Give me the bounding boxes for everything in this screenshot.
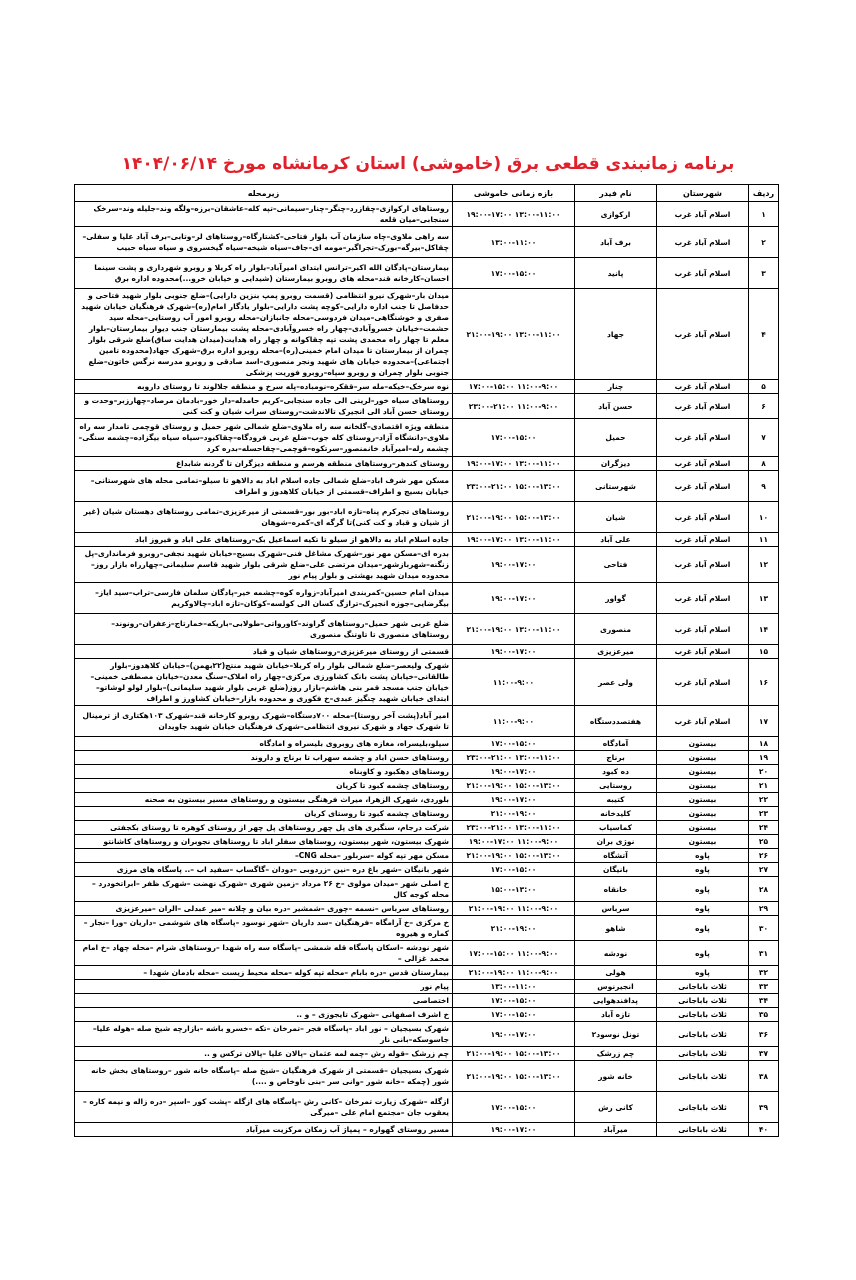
feeder-cell: شاهو: [575, 916, 657, 941]
city-cell: اسلام آباد غرب: [657, 380, 749, 394]
zones-cell: شهر نودشه –اسکان پاسگاه قله شمشی –پاسگاه سه راه شهدا –روستاهای شرام –محله چهاد –خ امام محمد غزالی –: [75, 941, 453, 966]
row-number: ۳۹: [749, 1092, 779, 1123]
outage-time-cell: ۱۳:۰۰-۱۱:۰۰: [453, 980, 575, 994]
feeder-cell: گواور: [575, 583, 657, 614]
table-row: [75, 980, 779, 994]
row-number: ۲۶: [749, 849, 779, 863]
city-cell: پاوه: [657, 902, 749, 916]
row-number: ۲۹: [749, 902, 779, 916]
row-number: ۴: [749, 289, 779, 380]
city-cell: اسلام آباد غرب: [657, 706, 749, 737]
outage-time-cell: ۲۱:۰۰-۱۹:۰۰ ۱۳:۰۰-۱۱:۰۰: [453, 289, 575, 380]
feeder-cell: انجیرنوس: [575, 980, 657, 994]
table-row: [75, 1008, 779, 1022]
page-title: برنامه زمانبندی قطعی برق (خاموشی) استان کرمانشاه مورخ ۱۴۰۴/۰۶/۱۴: [121, 154, 735, 174]
zones-cell: پیام نور: [75, 980, 453, 994]
zones-cell: میدان امام حسین–کمربندی امیرآباد–زواره کوه–چشمه خیر–پادگان سلمان فارسی–تراب–سید ایاز–بیگرضایی–جوزه انجیرک–ترازگ کسان الی کولسه–کوکان–تازه اباد–چالاوکریم: [75, 583, 453, 614]
outage-time-cell: ۱۹:۰۰-۱۷:۰۰ ۱۳:۰۰-۱۱:۰۰: [453, 533, 575, 547]
table-row: [75, 941, 779, 966]
outage-time-cell: ۱۷:۰۰-۱۵:۰۰: [453, 994, 575, 1008]
feeder-cell: تازه آباد: [575, 1008, 657, 1022]
table-row: [75, 659, 779, 706]
row-number: ۱۸: [749, 737, 779, 751]
row-number: ۲۷: [749, 863, 779, 877]
zones-cell: مسکن مهر تپه کوله –سربلور –محله CNG–: [75, 849, 453, 863]
feeder-cell: میرآباد: [575, 1123, 657, 1137]
table-row: [75, 751, 779, 765]
zones-cell: ازگله –شهرک زیارت تمرخان –کانی رش –پاسگاه های ازگله –پشت کور –اسپر –دره زاله و نیمه کاره –یعقوب جان –مجتمع امام علی –میرگی: [75, 1092, 453, 1123]
row-number: ۶: [749, 394, 779, 419]
outage-time-cell: ۲۱:۰۰-۱۹:۰۰ ۱۵:۰۰-۱۳:۰۰: [453, 1047, 575, 1061]
feeder-cell: سرباس: [575, 902, 657, 916]
city-cell: پاوه: [657, 916, 749, 941]
table-row: [75, 902, 779, 916]
table-header: [75, 185, 779, 202]
outage-time-cell: ۱۹:۰۰-۱۷:۰۰: [453, 1123, 575, 1137]
feeder-cell: آتشگاه: [575, 849, 657, 863]
row-number: ۳۲: [749, 966, 779, 980]
outage-time-cell: ۲۳:۰۰-۲۱:۰۰ ۱۳:۰۰-۱۱:۰۰: [453, 751, 575, 765]
table-row: [75, 419, 779, 457]
outage-time-cell: ۱۹:۰۰-۱۷:۰۰ ۱۳:۰۰-۱۱:۰۰: [453, 202, 575, 227]
zones-cell: بلوردی، شهرک الزهرا، میراث فرهنگی بیستون و روستاهای مسیر بیستون به صحنه: [75, 793, 453, 807]
outage-schedule-table: [74, 184, 779, 1137]
zones-cell: بیمارستان–پادگان الله اکبر–ترانس ابتدای امیرآباد–بلوار راه کربلا و روبرو شهرداری و پشت سینما احسان–کارخانه قند–محله های روبرو بیمارستان (شیدایی و خیابان خرو...)محدوده اداره برق: [75, 258, 453, 289]
header-zones: زیرمحله: [75, 185, 453, 202]
row-number: ۵: [749, 380, 779, 394]
zones-cell: روستاهای سرباس –نسمه –چوری –شمشیر –دره بیان و چلانه –میر عبدلی –الران –میرعزیزی: [75, 902, 453, 916]
table-row: [75, 258, 779, 289]
table-row: [75, 583, 779, 614]
city-cell: پاوه: [657, 966, 749, 980]
feeder-cell: برناج: [575, 751, 657, 765]
table-row: [75, 1047, 779, 1061]
row-number: ۱۵: [749, 645, 779, 659]
city-cell: بیستون: [657, 779, 749, 793]
city-cell: ثلاث باباجانی: [657, 1008, 749, 1022]
table-row: [75, 863, 779, 877]
table-row: [75, 1092, 779, 1123]
city-cell: اسلام آباد غرب: [657, 471, 749, 502]
table-row: [75, 502, 779, 533]
zones-cell: امیر آباد(پشت آخر روستا)–محله ۷۰۰دستگاه–شهرک روبرو کارخانه قند–شهرک ۱۰۳هکتاری از ترمینال تا شهرک جهاد و شهرک نیروی انتظامی–شهرک فرهنگیان خیابان شهید جاویدان: [75, 706, 453, 737]
table-row: [75, 737, 779, 751]
outage-time-cell: ۲۳:۰۰-۲۱:۰۰ ۱۵:۰۰-۱۳:۰۰: [453, 471, 575, 502]
city-cell: بیستون: [657, 835, 749, 849]
outage-time-cell: ۱۹:۰۰-۱۷:۰۰: [453, 645, 575, 659]
table-row: [75, 457, 779, 471]
feeder-cell: علی آباد: [575, 533, 657, 547]
city-cell: اسلام آباد غرب: [657, 258, 749, 289]
feeder-cell: ارکوازی: [575, 202, 657, 227]
table-row: [75, 614, 779, 645]
outage-time-cell: ۱۷:۰۰-۱۵:۰۰ ۱۱:۰۰-۹:۰۰: [453, 941, 575, 966]
row-number: ۱۹: [749, 751, 779, 765]
feeder-cell: روستایی: [575, 779, 657, 793]
table-row: [75, 916, 779, 941]
outage-time-cell: ۱۷:۰۰-۱۵:۰۰: [453, 419, 575, 457]
table-row: [75, 289, 779, 380]
zones-cell: روستای کندهر–روستاهای منطقه هرسم و منطقه دیزگران تا گردنه شابداغ: [75, 457, 453, 471]
city-cell: اسلام آباد غرب: [657, 533, 749, 547]
row-number: ۱۰: [749, 502, 779, 533]
city-cell: اسلام آباد غرب: [657, 659, 749, 706]
outage-time-cell: ۱۷:۰۰-۱۵:۰۰ ۱۱:۰۰-۹:۰۰: [453, 380, 575, 394]
table-row: [75, 533, 779, 547]
zones-cell: مسیر روستای گهواره – پمپاژ آب زمکان مرکزیت میرآباد: [75, 1123, 453, 1137]
feeder-cell: دیزگران: [575, 457, 657, 471]
city-cell: پاوه: [657, 941, 749, 966]
table-row: [75, 966, 779, 980]
table-row: [75, 380, 779, 394]
outage-time-cell: ۱۹:۰۰-۱۷:۰۰: [453, 793, 575, 807]
feeder-cell: شیان: [575, 502, 657, 533]
zones-cell: شهر بانیگان –شهر باغ دره –نین –زردوبی –دودان –گاگساب –سفید اب –.. پاسگاه های مرزی: [75, 863, 453, 877]
zones-cell: خ اصلی شهر –میدان مولوی –خ ۲۶ مرداد –زمین شهری –شهرک نهضت –شهرک ظفر –ابراتخودرد –محله کوجه کال: [75, 877, 453, 902]
outage-time-cell: ۱۹:۰۰-۱۷:۰۰: [453, 583, 575, 614]
header-city: شهرستان: [657, 185, 749, 202]
feeder-cell: ده کبود: [575, 765, 657, 779]
row-number: ۳۴: [749, 994, 779, 1008]
city-cell: اسلام آباد غرب: [657, 583, 749, 614]
feeder-cell: پانید: [575, 258, 657, 289]
row-number: ۱۱: [749, 533, 779, 547]
table-row: [75, 765, 779, 779]
zones-cell: مسکن مهر شرف اباد–ضلع شمالی جاده اسلام اباد به دالاهو تا سیلو–تمامی محله های شهرستانی–خیابان بسیج و اطراف–قسمتی از خیابان کلاهدوز و اطراف: [75, 471, 453, 502]
city-cell: اسلام آباد غرب: [657, 614, 749, 645]
city-cell: ثلاث باباجانی: [657, 1123, 749, 1137]
outage-time-cell: ۲۱:۰۰-۱۹:۰۰ ۱۳:۰۰-۱۱:۰۰: [453, 614, 575, 645]
row-number: ۱۴: [749, 614, 779, 645]
city-cell: اسلام آباد غرب: [657, 457, 749, 471]
feeder-cell: کلیدخانه: [575, 807, 657, 821]
row-number: ۳۳: [749, 980, 779, 994]
row-number: ۳۸: [749, 1061, 779, 1092]
feeder-cell: پدافندهوایی: [575, 994, 657, 1008]
feeder-cell: چم زرشک: [575, 1047, 657, 1061]
zones-cell: شهرک بیستون، شهر بیستون، روستاهای سفلر اباد تا روستاهای نجوبران و روستاهای کاشانتو: [75, 835, 453, 849]
outage-time-cell: ۱۹:۰۰-۱۷:۰۰ ۱۳:۰۰-۱۱:۰۰: [453, 457, 575, 471]
row-number: ۲۱: [749, 779, 779, 793]
outage-time-cell: ۲۱:۰۰-۱۹:۰۰ ۱۵:۰۰-۱۳:۰۰: [453, 779, 575, 793]
row-number: ۱۷: [749, 706, 779, 737]
zones-cell: خ اشرف اصفهانی –شهرک تایجوزی – و ..: [75, 1008, 453, 1022]
city-cell: بیستون: [657, 807, 749, 821]
feeder-cell: آمادگاه: [575, 737, 657, 751]
row-number: ۷: [749, 419, 779, 457]
row-number: ۹: [749, 471, 779, 502]
table-row: [75, 202, 779, 227]
zones-cell: سیلو،بلیسراه، مغازه های روبروی بلیسراه و امادگاه: [75, 737, 453, 751]
row-number: ۳۷: [749, 1047, 779, 1061]
table-row: [75, 779, 779, 793]
zones-cell: روستاهای چشمه کبود تا کریان: [75, 779, 453, 793]
feeder-cell: هفتصددستگاه: [575, 706, 657, 737]
header-row: [75, 185, 779, 202]
city-cell: اسلام آباد غرب: [657, 394, 749, 419]
table-row: [75, 835, 779, 849]
row-number: ۱۳: [749, 583, 779, 614]
feeder-cell: جهاد: [575, 289, 657, 380]
zones-cell: روستاهای چشمه کبود تا روستای کریان: [75, 807, 453, 821]
table-row: [75, 793, 779, 807]
city-cell: ثلاث باباجانی: [657, 980, 749, 994]
table-row: [75, 821, 779, 835]
row-number: ۱۲: [749, 547, 779, 583]
city-cell: پاوه: [657, 877, 749, 902]
table-row: [75, 849, 779, 863]
feeder-cell: کانی رش: [575, 1092, 657, 1123]
zones-cell: نوه سرخک–خیکه–مله سر–ققکره–نومباده–پله سرخ و منطقه جلالوند تا روستای داروبه: [75, 380, 453, 394]
zones-cell: قسمتی از روستای میرعزیزی–روستاهای شیان و قباد: [75, 645, 453, 659]
city-cell: بیستون: [657, 765, 749, 779]
city-cell: اسلام آباد غرب: [657, 289, 749, 380]
feeder-cell: هولی: [575, 966, 657, 980]
table-body: [75, 202, 779, 1137]
header-row-number: ردیف: [749, 185, 779, 202]
feeder-cell: خانه شور: [575, 1061, 657, 1092]
zones-cell: روستاهای تجرکرم پناه–تازه اباد–بور بور–قسمتی از میرعزیزی–تمامی روستاهای دهستان شیان (غیر از شیان و قباد و کت کنی)تا گرگه ای–کمره–شوهان: [75, 502, 453, 533]
row-number: ۳۰: [749, 916, 779, 941]
zones-cell: خ مرکزی –خ آرامگاه –فرهنگیان –سد داریان –شهر نوسود –پاسگاه های شوشمی –داریان –ورا –نجار –کماره و هیروه: [75, 916, 453, 941]
outage-time-cell: ۱۷:۰۰-۱۵:۰۰: [453, 258, 575, 289]
row-number: ۲۰: [749, 765, 779, 779]
zones-cell: اختصاصی: [75, 994, 453, 1008]
zones-cell: بیمارستان قدس –دره بابام –محله تپه کوله –محله محیط زیست –محله بادمان شهدا –: [75, 966, 453, 980]
outage-time-cell: ۱۹:۰۰-۱۷:۰۰: [453, 1022, 575, 1047]
row-number: ۲: [749, 227, 779, 258]
row-number: ۳۶: [749, 1022, 779, 1047]
feeder-cell: نودشه: [575, 941, 657, 966]
feeder-cell: نوژی بران: [575, 835, 657, 849]
table-row: [75, 547, 779, 583]
feeder-cell: شهرستانی: [575, 471, 657, 502]
feeder-cell: منصوری: [575, 614, 657, 645]
table-row: [75, 994, 779, 1008]
feeder-cell: فتاحی: [575, 547, 657, 583]
zones-cell: شهرک بسیجیان –قسمتی از شهرک فرهنگیان –شیخ صله –پاسگاه خانه شور –روستاهای بخش خانه شور (چمکه –خانه شور –وانی سر –بنی ناوخاص و ....): [75, 1061, 453, 1092]
city-cell: ثلاث باباجانی: [657, 994, 749, 1008]
zones-cell: شرکت درجام، سنگبری های پل چهر روستاهای پل چهر از روستای کوهره تا روستای بکجفتی: [75, 821, 453, 835]
city-cell: اسلام آباد غرب: [657, 419, 749, 457]
feeder-cell: تونل نوسود۲: [575, 1022, 657, 1047]
feeder-cell: حمیل: [575, 419, 657, 457]
feeder-cell: کماسیاب: [575, 821, 657, 835]
city-cell: ثلاث باباجانی: [657, 1061, 749, 1092]
zones-cell: روستاهای حسن اباد و چشمه سهراب تا برناج و داروند: [75, 751, 453, 765]
city-cell: اسلام آباد غرب: [657, 227, 749, 258]
feeder-cell: حسن آباد: [575, 394, 657, 419]
row-number: ۲۲: [749, 793, 779, 807]
outage-time-cell: ۱۱:۰۰-۹:۰۰: [453, 706, 575, 737]
feeder-cell: خانقاه: [575, 877, 657, 902]
table-row: [75, 1022, 779, 1047]
zones-cell: ضلع غربی شهر حمیل–روستاهای گراوند–کاورواتی–طولابی–باریکه–خمارتاج–زعفران–رونوند–روستاهای منصوری تا تاوتنگ منصوری: [75, 614, 453, 645]
row-number: ۲۳: [749, 807, 779, 821]
outage-time-cell: ۱۷:۰۰-۱۵:۰۰: [453, 1008, 575, 1022]
city-cell: پاوه: [657, 863, 749, 877]
row-number: ۲۸: [749, 877, 779, 902]
row-number: ۱۶: [749, 659, 779, 706]
table-row: [75, 645, 779, 659]
outage-time-cell: ۱۷:۰۰-۱۵:۰۰: [453, 737, 575, 751]
table-row: [75, 1123, 779, 1137]
zones-cell: روستاهای ارکوازی–چقازرد–چنگر–چنار–سیمانی–تپه کله–عاشقان–برزه–ولگه وند–جلیله وند–سرخک سنجابی–میان قلعه: [75, 202, 453, 227]
zones-cell: جاده اسلام اباد به دالاهو از سیلو تا تکیه اسماعیل بک–روستاهای علی اباد و فیروز اباد: [75, 533, 453, 547]
feeder-cell: کتیبه: [575, 793, 657, 807]
feeder-cell: میرعزیزی: [575, 645, 657, 659]
table-row: [75, 394, 779, 419]
feeder-cell: بانیگان: [575, 863, 657, 877]
row-number: ۳۵: [749, 1008, 779, 1022]
outage-time-cell: ۲۳:۰۰-۲۱:۰۰ ۱۳:۰۰-۱۱:۰۰: [453, 821, 575, 835]
city-cell: اسلام آباد غرب: [657, 645, 749, 659]
table-row: [75, 807, 779, 821]
header-feeder: نام فیدر: [575, 185, 657, 202]
city-cell: ثلاث باباجانی: [657, 1047, 749, 1061]
outage-time-cell: ۱۱:۰۰-۹:۰۰: [453, 659, 575, 706]
city-cell: ثلاث باباجانی: [657, 1022, 749, 1047]
zones-cell: روستاهای دهکبود و کاوبناه: [75, 765, 453, 779]
outage-time-cell: ۱۹:۰۰-۱۷:۰۰: [453, 547, 575, 583]
header-outage-time: بازه زمانی خاموشی: [453, 185, 575, 202]
feeder-cell: برف آباد: [575, 227, 657, 258]
outage-time-cell: ۲۱:۰۰-۱۹:۰۰ ۱۵:۰۰-۱۳:۰۰: [453, 1061, 575, 1092]
row-number: ۲۵: [749, 835, 779, 849]
outage-time-cell: ۱۷:۰۰-۱۵:۰۰: [453, 1092, 575, 1123]
zones-cell: سه راهی ملاوی–چاه سازمان آب بلوار فتاحی–کشتارگاه–روستاهای لر–وتابی–برف آباد علیا و سفلی–چقاکل–بیرگه–بورک–تجراگبر–مومه ای–جاف–سیاه شیخه–سیاه گیخسروی و سیاه سیاه حبیب: [75, 227, 453, 258]
table-row: [75, 706, 779, 737]
city-cell: پاوه: [657, 849, 749, 863]
table-row: [75, 877, 779, 902]
row-number: ۸: [749, 457, 779, 471]
outage-time-cell: ۲۱:۰۰-۱۹:۰۰: [453, 916, 575, 941]
city-cell: بیستون: [657, 793, 749, 807]
zones-cell: میدان بار–شهرک نیرو انتظامی (قسمت روبرو پمپ بنزین دارایی)–ضلع جنوبی بلوار شهید فتاحی و حدفاصل تا جنب اداره دارایی–کوچه پشت دارایی–بلوار یادگار امام(ره)–شهرک فرهنگیان خیابان شهید صفری و خوشنگاهی–میدان فردوسی–محله جانبازان–محله روبرو امور آب روستایی–محله سید حشمت–خیابان خسروآبادی–چهار راه خسروآبادی–محله پشت بیمارستان جنب دیوار بیمارستان–بلوار معلم تا چهار راه محمدی پشت تپه چقاکوانه و چهار راه هدایت(میدان هدایت ساق)ضلع شرقی بلوار چمران از بیمارستان تا میدان امام خمینی(ره)–محله روبرو اداره برق–شهرک جهاد(محدوده تامین اجتماعی)–محدوده خیابان های شهید ونجر منصوری–اسد صادقی و روبرو مدرسه نرگس خاتون–ضلع جنوبی بلوار چمران و روبرو سپاه–روبرو فوریت پزشکی: [75, 289, 453, 380]
table-row: [75, 227, 779, 258]
outage-time-cell: ۱۹:۰۰-۱۷:۰۰ ۱۱:۰۰-۹:۰۰: [453, 835, 575, 849]
outage-time-cell: ۱۹:۰۰-۱۷:۰۰: [453, 765, 575, 779]
outage-time-cell: ۲۱:۰۰-۱۹:۰۰ ۱۵:۰۰-۱۳:۰۰: [453, 502, 575, 533]
city-cell: بیستون: [657, 821, 749, 835]
zones-cell: منطقه ویژه اقتصادی–گلخانه سه راه ملاوی–ضلع شمالی شهر حمیل و روستای قوچمی تامدار سه راه ملاوی–دانشگاه آزاد–روستای کله جوب–ضلع غربی فرودگاه–چقاکبود–سیاه سیاه بیگزاده–چشمه سنگی–چشمه رله–امیرآباد خانمنصور–سرتکوه–قوچمی–چقاحسله–بدره کرد: [75, 419, 453, 457]
table-row: [75, 471, 779, 502]
outage-time-cell: ۲۳:۰۰-۲۱:۰۰ ۱۱:۰۰-۹:۰۰: [453, 394, 575, 419]
row-number: ۲۴: [749, 821, 779, 835]
city-cell: بیستون: [657, 751, 749, 765]
outage-time-cell: ۱۷:۰۰-۱۵:۰۰: [453, 863, 575, 877]
outage-time-cell: ۱۳:۰۰-۱۱:۰۰: [453, 227, 575, 258]
city-cell: ثلاث باباجانی: [657, 1092, 749, 1123]
feeder-cell: ولی عصر: [575, 659, 657, 706]
zones-cell: روستاهای سیاه خور–لرینی الی جاده سنجابی–کریم حامدله–دار خور–بادمان مرصاد–چهارزبر–وحدت و روستای حسن آباد الی انجیرک تالاندشت–روستای سراب شیان و کت کنی: [75, 394, 453, 419]
table-row: [75, 1061, 779, 1092]
outage-time-cell: ۲۱:۰۰-۱۹:۰۰ ۱۱:۰۰-۹:۰۰: [453, 902, 575, 916]
zones-cell: بدره ای–مسکن مهر نور–شهرک مشاغل فنی–شهرک بسیج–خیابان شهید نجفی–روبرو فرمانداری–پل زنگنه–شهربازشهر–میدان مرتضی علی–ضلع شرقی بلوار شهید قاسم سلیمانی–چهارراه بازار روز–محدوده میدان شهید بهشتی و بلوار پیام نور: [75, 547, 453, 583]
outage-time-cell: ۲۱:۰۰-۱۹:۰۰ ۱۱:۰۰-۹:۰۰: [453, 966, 575, 980]
outage-time-cell: ۲۱:۰۰-۱۹:۰۰: [453, 807, 575, 821]
outage-time-cell: ۱۵:۰۰-۱۳:۰۰: [453, 877, 575, 902]
city-cell: اسلام آباد غرب: [657, 547, 749, 583]
zones-cell: شهرک بسیجیان – نور اباد –پاسگاه فجر –تمرخان –تکه –خسرو باشه –بازارچه شیخ صله –هوله علیا–جاسوسکه–بانی نار: [75, 1022, 453, 1047]
city-cell: بیستون: [657, 737, 749, 751]
row-number: ۱: [749, 202, 779, 227]
outage-time-cell: ۲۱:۰۰-۱۹:۰۰ ۱۵:۰۰-۱۳:۰۰: [453, 849, 575, 863]
feeder-cell: چنار: [575, 380, 657, 394]
row-number: ۳: [749, 258, 779, 289]
city-cell: اسلام آباد غرب: [657, 502, 749, 533]
row-number: ۴۰: [749, 1123, 779, 1137]
zones-cell: شهرک ولیعصر–ضلع شمالی بلوار راه کربلا–خیابان شهید منتج(۲۲بهمن)–خیابان کلاهدوز–بلوار طالقانی–خیابان پشت بانک کشاورزی مرکزی–چهار راه املاک–سنگ معدن–خیابان مصطفی خمینی–خیابان جنب مسجد قمر بنی هاشم–بازار روز(ضلع غربی بلوار شهید سلیمانی)–بلوار لولو لوشاتو–ابتدای خیابان شهید چنگیز عبدی–خ فکوری و محدوده بازار–خیابان کشاورز و اطراف: [75, 659, 453, 706]
city-cell: اسلام آباد غرب: [657, 202, 749, 227]
zones-cell: چم زرشک –قوله رش –چمه لمه عثمان –پالان علیا –پالان ترکس و ..: [75, 1047, 453, 1061]
row-number: ۳۱: [749, 941, 779, 966]
